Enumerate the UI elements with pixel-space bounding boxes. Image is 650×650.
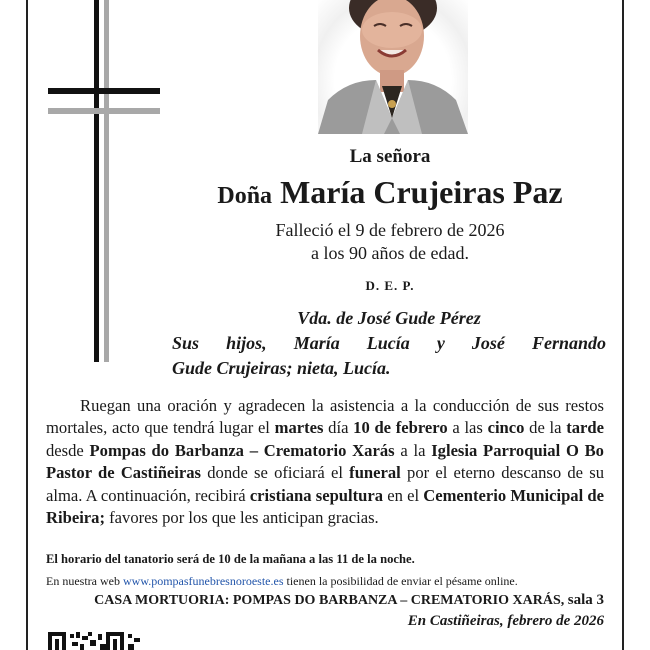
cross-vertical-black <box>94 0 99 362</box>
cross-horizontal-grey <box>48 108 160 114</box>
family-line-2: Sus hijos, María Lucía y José Fernando <box>172 333 606 353</box>
portrait-photo <box>318 0 468 134</box>
family-line-3: Gude Crujeiras; nieta, Lucía. <box>172 358 391 378</box>
website-link[interactable]: www.pompasfunebresnoroeste.es <box>122 574 284 588</box>
frame-left-line <box>26 0 28 650</box>
portrait-illustration <box>318 0 468 134</box>
web-notice: En nuestra web www.pompasfunebresnoroeste.es tienen la posibilidad de enviar el pésame online. <box>46 574 518 588</box>
cross-vertical-grey <box>104 0 109 362</box>
cross-horizontal-black <box>48 88 160 94</box>
age-line: a los 90 años de edad. <box>311 243 469 263</box>
family-line-1: Vda. de José Gude Pérez <box>297 308 481 328</box>
cross-icon <box>48 0 160 362</box>
ceremony-paragraph: Ruegan una oración y agradecen la asistencia a la conducción de sus restos mortales, acto que tendrá lugar el martes día 10 de febrero a las cinco de la tarde desde Pompas do Barbanza – Crematorio Xarás a la Iglesia Parroquial O Bo Pastor de Castiñeiras donde se oficiará el funeral por el eterno descanso de su alma. A continuación, recibirá cristiana sepultura en el Cementerio Municipal de Ribeira; favores por los que les anticipan gracias. <box>46 396 605 528</box>
death-date-line: Falleció el 9 de febrero de 2026 <box>275 220 505 240</box>
wake-hours: El horario del tanatorio será de 10 de la mañana a las 11 de la noche. <box>46 552 415 566</box>
family-block <box>172 306 606 381</box>
dep-label: D. E. P. <box>365 278 415 293</box>
full-name: María Crujeiras Paz <box>280 174 563 210</box>
funeral-home-line: CASA MORTUORIA: POMPAS DO BARBANZA – CREMATORIO XARÁS, sala 3 <box>94 592 604 608</box>
qr-code-icon <box>48 632 140 650</box>
frame-right-line <box>622 0 624 650</box>
deceased-name <box>170 174 610 211</box>
name-prefix: Doña <box>217 183 273 209</box>
place-date: En Castiñeiras, febrero de 2026 <box>407 613 604 629</box>
title-senora: La señora <box>349 146 431 167</box>
room-number: sala 3 <box>567 592 604 608</box>
